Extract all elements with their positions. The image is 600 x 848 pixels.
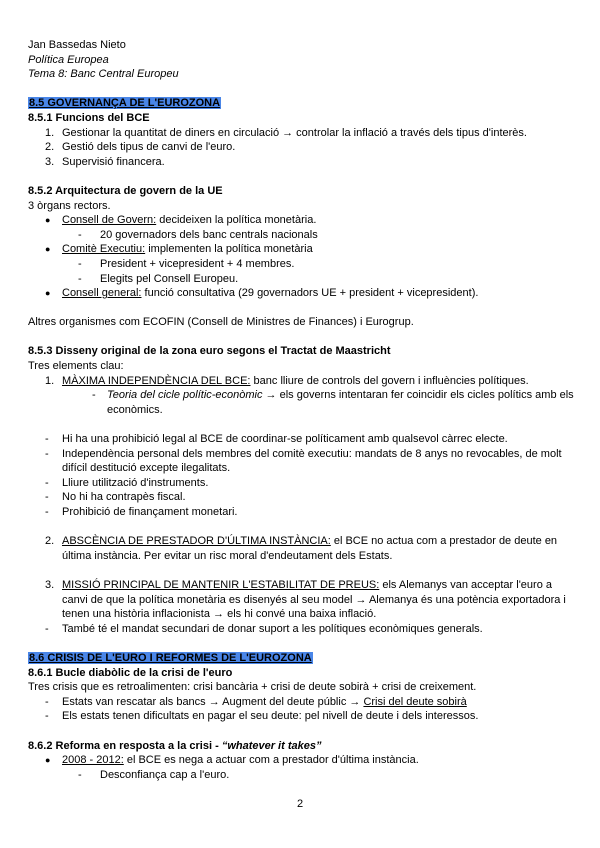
subsection-8-5-3-intro: Tres elements clau: xyxy=(28,360,124,373)
page-number: 2 xyxy=(296,798,304,810)
subsection-8-6-1-intro: Tres crisis que es retroalimenten: crisi bancària + crisi de deute sobirà + crisi de creixement. xyxy=(28,681,477,694)
subsection-8-5-1-title: 8.5.1 Funcions del BCE xyxy=(28,111,150,124)
bullet-icon: ● xyxy=(45,288,51,299)
subsection-8-5-3-title: 8.5.3 Disseny original de la zona euro segons el Tractat de Maastricht xyxy=(28,345,391,358)
bullet-item: ● Consell de Govern: decideixen la política monetària. xyxy=(45,214,317,227)
section-8-5-title: 8.5 GOVERNANÇA DE L'EUROZONA xyxy=(29,97,221,110)
subsection-8-5-2-intro: 3 òrgans rectors. xyxy=(28,199,111,212)
sub-item: - Teoria del cicle polític-econòmic → els governs intentaran fer coincidir els cicles polítics amb els econòmics. xyxy=(92,389,574,416)
bullet-item: ● Consell general: funció consultativa (29 governadors UE + president + vicepresident). xyxy=(45,287,479,300)
list-item: 2. Gestió dels tipus de canvi de l'euro. xyxy=(45,141,236,154)
bullet-item: ● Comitè Executiu: implementen la política monetària xyxy=(45,243,313,256)
section-8-5-heading xyxy=(28,96,576,111)
sub-item: - Desconfiança cap a l'euro. xyxy=(78,768,230,781)
section-8-6-title: 8.6 CRISIS DE L'EURO I REFORMES DE L'EUROZONA xyxy=(29,651,312,664)
bullet-icon: ● xyxy=(45,244,51,255)
dash-item: - També té el mandat secundari de donar suport a les polítiques econòmiques generals. xyxy=(45,622,483,635)
list-item: 2. ABSCÈNCIA DE PRESTADOR D'ÚLTIMA INSTÀNCIA: el BCE no actua com a prestador de deute en última instància. Per evitar un risc moral d'endeutament dels Estats. xyxy=(45,535,558,562)
author-name: Jan Bassedas Nieto xyxy=(28,39,126,51)
sub-item: - Elegits pel Consell Europeu. xyxy=(78,272,239,285)
section-8-6-heading xyxy=(28,651,576,666)
sub-item: - 20 governadors dels banc centrals nacionals xyxy=(78,228,318,241)
course-name: Política Europea xyxy=(28,53,109,66)
list-item: 3. Supervisió financera. xyxy=(45,155,165,168)
bullet-icon: ● xyxy=(45,215,51,226)
dash-item: - Els estats tenen dificultats en pagar el seu deute: pel nivell de deute i dels interessos. xyxy=(45,710,479,723)
dash-item: - Independència personal dels membres del comitè executiu: mandats de 8 anys no revocables, de molt difícil destitució excepte ilegalitats. xyxy=(45,447,562,475)
dash-item: - Hi ha una prohibició legal al BCE de coordinar-se políticament amb qualsevol càrrec electe. xyxy=(45,433,508,446)
subsection-8-6-1-title: 8.6.1 Bucle diabòlic de la crisi de l'euro xyxy=(28,666,233,679)
dash-item: - Estats van rescatar als bancs → Augment del deute públic → Crisi del deute sobirà xyxy=(45,695,467,708)
dash-item: - Lliure utilització d'instruments. xyxy=(45,476,209,489)
topic-name: Tema 8: Banc Central Europeu xyxy=(28,68,179,81)
subsection-8-6-2-title: 8.6.2 Reforma en resposta a la crisi - “whatever it takes” xyxy=(28,739,322,752)
bullet-item: ● 2008 - 2012: el BCE es nega a actuar com a prestador d'última instància. xyxy=(45,754,419,767)
list-item: 3. MISSIÓ PRINCIPAL DE MANTENIR L'ESTABILITAT DE PREUS: els Alemanys van acceptar l'euro a canvi de que la política monetària es disenyés al seu model → Alemanya és una potència exportadora i tenen una història inflacionista → els hi convé una baixa inflació. xyxy=(45,578,566,621)
dash-item: - Prohibició de finançament monetari. xyxy=(45,506,238,518)
document-page xyxy=(28,38,576,782)
list-item: 1. Gestionar la quantitat de diners en circulació → controlar la inflació a través dels tipus d'interès. xyxy=(45,126,527,139)
dash-item: - No hi ha contrapès fiscal. xyxy=(45,491,186,504)
subsection-8-5-2-title: 8.5.2 Arquitectura de govern de la UE xyxy=(28,184,223,197)
bullet-icon: ● xyxy=(45,755,51,766)
list-item: 1. MÀXIMA INDEPENDÈNCIA DEL BCE: banc lliure de controls del govern i influències polítiques. xyxy=(45,374,529,387)
sub-item: - President + vicepresident + 4 membres. xyxy=(78,257,295,270)
other-organisms: Altres organismes com ECOFIN (Consell de Ministres de Finances) i Eurogrup. xyxy=(28,316,414,329)
